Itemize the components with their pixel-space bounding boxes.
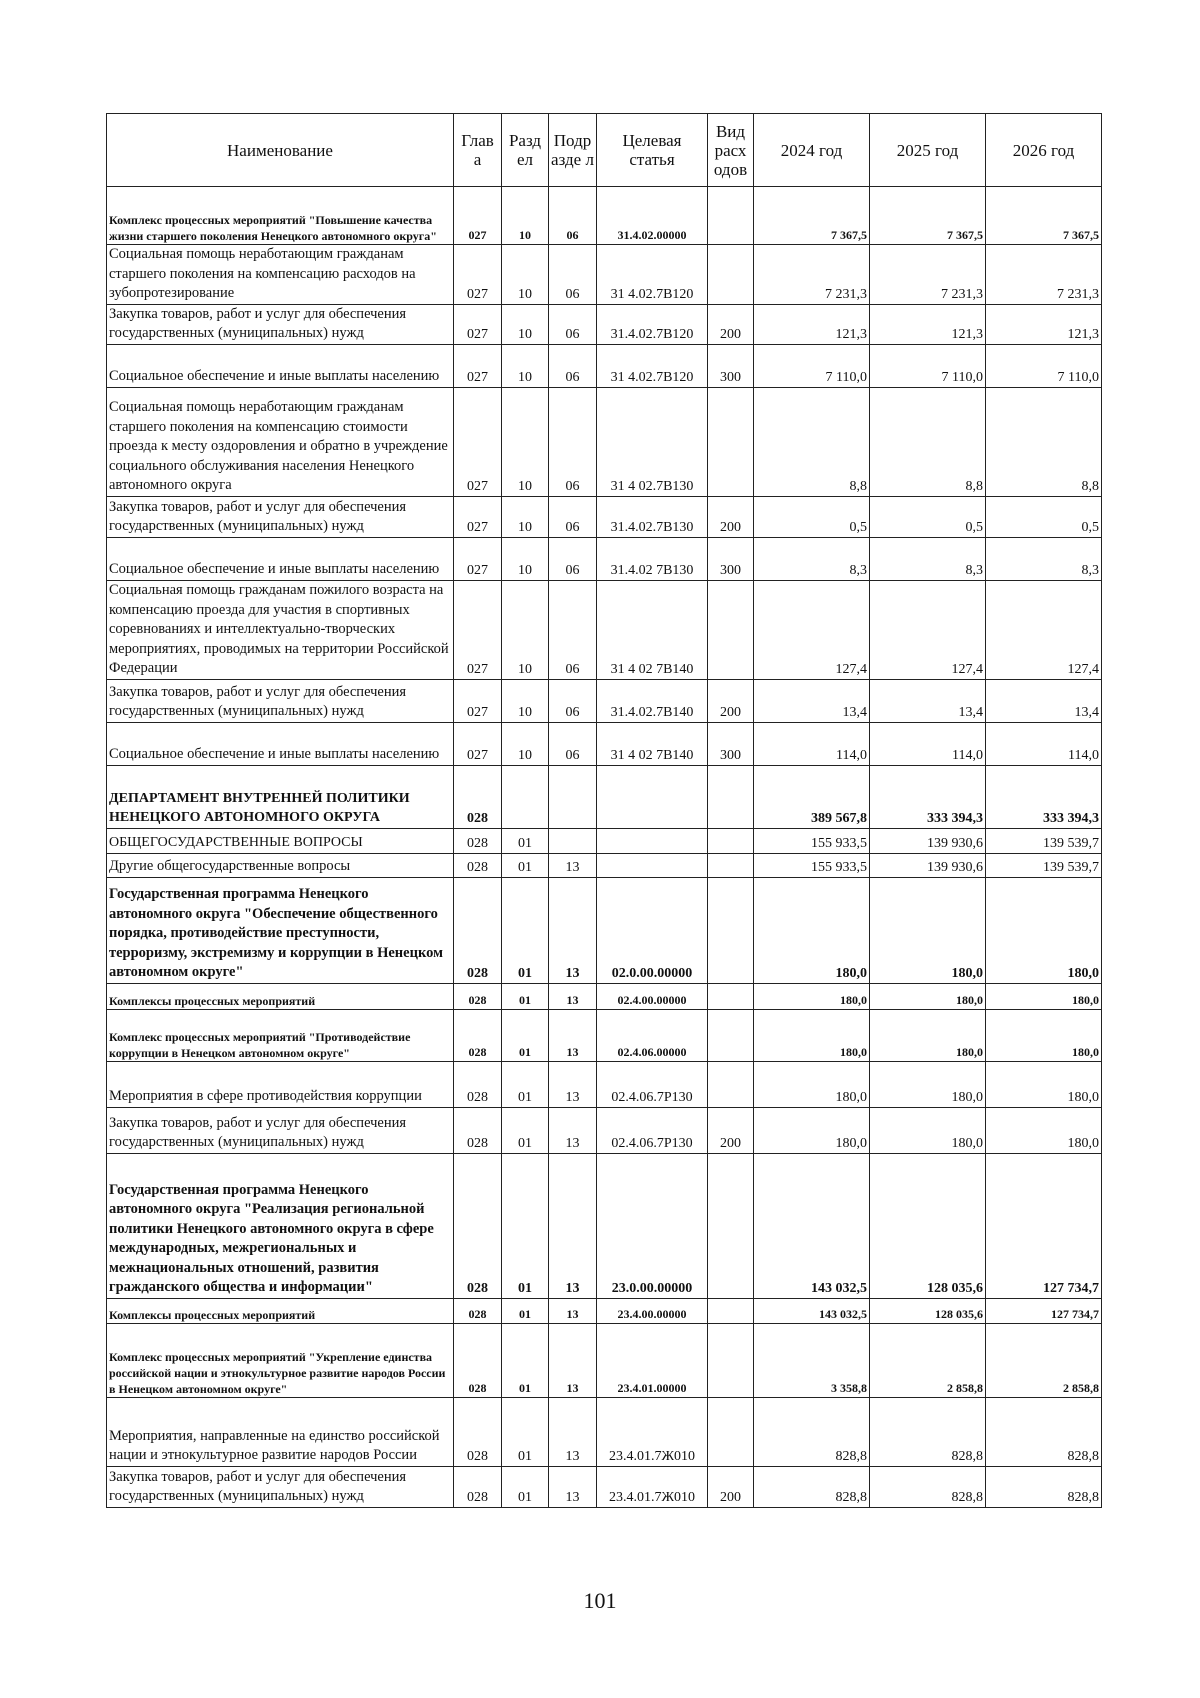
cell-razdel: 01 bbox=[502, 828, 549, 853]
cell-podrazdel: 06 bbox=[549, 187, 597, 245]
cell-article: 31.4.02.7В120 bbox=[597, 304, 708, 344]
cell-article: 02.0.00.00000 bbox=[597, 877, 708, 983]
cell-article: 02.4.00.00000 bbox=[597, 983, 708, 1009]
header-razdel: Разд ел bbox=[502, 114, 549, 187]
cell-article: 31 4 02 7В140 bbox=[597, 580, 708, 679]
cell-2025: 7 367,5 bbox=[870, 187, 986, 245]
cell-2025: 7 231,3 bbox=[870, 245, 986, 305]
cell-2026: 180,0 bbox=[986, 983, 1102, 1009]
cell-podrazdel: 13 bbox=[549, 1298, 597, 1323]
cell-2024: 7 231,3 bbox=[754, 245, 870, 305]
cell-name: Закупка товаров, работ и услуг для обеспечения государственных (муниципальных) нужд bbox=[107, 1107, 454, 1153]
cell-article bbox=[597, 765, 708, 828]
cell-2026: 127 734,7 bbox=[986, 1153, 1102, 1298]
cell-name: Закупка товаров, работ и услуг для обеспечения государственных (муниципальных) нужд bbox=[107, 679, 454, 722]
cell-article: 23.4.00.00000 bbox=[597, 1298, 708, 1323]
cell-2025: 180,0 bbox=[870, 1107, 986, 1153]
cell-glava: 028 bbox=[454, 1153, 502, 1298]
cell-2024: 3 358,8 bbox=[754, 1323, 870, 1397]
cell-2025: 13,4 bbox=[870, 679, 986, 722]
cell-2026: 127 734,7 bbox=[986, 1298, 1102, 1323]
cell-vid: 300 bbox=[708, 537, 754, 580]
cell-2024: 155 933,5 bbox=[754, 828, 870, 853]
cell-glava: 028 bbox=[454, 1298, 502, 1323]
cell-2026: 114,0 bbox=[986, 722, 1102, 765]
cell-name: Мероприятия, направленные на единство российской нации и этнокультурное развитие народов России bbox=[107, 1397, 454, 1466]
cell-podrazdel: 13 bbox=[549, 853, 597, 877]
cell-glava: 027 bbox=[454, 722, 502, 765]
cell-2025: 7 110,0 bbox=[870, 344, 986, 387]
cell-article: 23.4.01.7Ж010 bbox=[597, 1466, 708, 1507]
cell-name: Социальное обеспечение и иные выплаты населению bbox=[107, 722, 454, 765]
cell-2025: 139 930,6 bbox=[870, 828, 986, 853]
table-row bbox=[107, 496, 1102, 537]
cell-glava: 027 bbox=[454, 245, 502, 305]
table-row bbox=[107, 344, 1102, 387]
cell-podrazdel: 06 bbox=[549, 344, 597, 387]
cell-vid bbox=[708, 1009, 754, 1061]
cell-2025: 180,0 bbox=[870, 1009, 986, 1061]
header-article: Целевая статья bbox=[597, 114, 708, 187]
cell-2026: 7 367,5 bbox=[986, 187, 1102, 245]
cell-glava: 028 bbox=[454, 877, 502, 983]
table-row bbox=[107, 1009, 1102, 1061]
budget-table bbox=[106, 113, 1102, 1508]
cell-glava: 028 bbox=[454, 765, 502, 828]
cell-podrazdel: 06 bbox=[549, 580, 597, 679]
cell-podrazdel: 06 bbox=[549, 679, 597, 722]
header-podrazdel: Подр азде л bbox=[549, 114, 597, 187]
cell-article: 23.0.00.00000 bbox=[597, 1153, 708, 1298]
table-row bbox=[107, 304, 1102, 344]
table-row bbox=[107, 1323, 1102, 1397]
cell-2025: 828,8 bbox=[870, 1466, 986, 1507]
cell-2024: 121,3 bbox=[754, 304, 870, 344]
cell-name: Социальная помощь неработающим гражданам старшего поколения на компенсацию расходов на зубопротезирование bbox=[107, 245, 454, 305]
cell-2026: 0,5 bbox=[986, 496, 1102, 537]
table-row bbox=[107, 1061, 1102, 1107]
cell-glava: 028 bbox=[454, 1009, 502, 1061]
cell-2026: 180,0 bbox=[986, 1009, 1102, 1061]
cell-vid bbox=[708, 187, 754, 245]
cell-2025: 8,3 bbox=[870, 537, 986, 580]
cell-2024: 828,8 bbox=[754, 1397, 870, 1466]
table-row bbox=[107, 1397, 1102, 1466]
table-row bbox=[107, 537, 1102, 580]
cell-vid bbox=[708, 983, 754, 1009]
cell-2025: 128 035,6 bbox=[870, 1153, 986, 1298]
cell-name: ДЕПАРТАМЕНТ ВНУТРЕННЕЙ ПОЛИТИКИ НЕНЕЦКОГО АВТОНОМНОГО ОКРУГА bbox=[107, 765, 454, 828]
cell-podrazdel: 13 bbox=[549, 1153, 597, 1298]
cell-razdel: 01 bbox=[502, 1153, 549, 1298]
cell-podrazdel: 13 bbox=[549, 1466, 597, 1507]
cell-name: Закупка товаров, работ и услуг для обеспечения государственных (муниципальных) нужд bbox=[107, 496, 454, 537]
cell-2026: 8,8 bbox=[986, 387, 1102, 496]
cell-vid bbox=[708, 1298, 754, 1323]
table-row bbox=[107, 245, 1102, 305]
cell-2025: 180,0 bbox=[870, 983, 986, 1009]
cell-glava: 028 bbox=[454, 1061, 502, 1107]
cell-2025: 180,0 bbox=[870, 1061, 986, 1107]
cell-razdel: 10 bbox=[502, 187, 549, 245]
cell-2026: 333 394,3 bbox=[986, 765, 1102, 828]
cell-2026: 121,3 bbox=[986, 304, 1102, 344]
header-2025: 2025 год bbox=[870, 114, 986, 187]
table-row bbox=[107, 722, 1102, 765]
cell-article: 23.4.01.00000 bbox=[597, 1323, 708, 1397]
cell-glava: 027 bbox=[454, 580, 502, 679]
cell-vid bbox=[708, 828, 754, 853]
cell-razdel: 01 bbox=[502, 877, 549, 983]
cell-article bbox=[597, 853, 708, 877]
table-row bbox=[107, 580, 1102, 679]
cell-article: 23.4.01.7Ж010 bbox=[597, 1397, 708, 1466]
cell-podrazdel: 06 bbox=[549, 304, 597, 344]
cell-name: ОБЩЕГОСУДАРСТВЕННЫЕ ВОПРОСЫ bbox=[107, 828, 454, 853]
cell-name: Комплекс процессных мероприятий "Противодействие коррупции в Ненецком автономном округе" bbox=[107, 1009, 454, 1061]
cell-vid: 200 bbox=[708, 304, 754, 344]
cell-glava: 028 bbox=[454, 853, 502, 877]
cell-2024: 7 110,0 bbox=[754, 344, 870, 387]
cell-name: Социальное обеспечение и иные выплаты населению bbox=[107, 537, 454, 580]
cell-name: Социальная помощь гражданам пожилого возраста на компенсацию проезда для участия в спортивных соревнованиях и интеллектуально-творческих мероприятиях, проводимых на территории Российской Федерации bbox=[107, 580, 454, 679]
cell-2024: 180,0 bbox=[754, 1009, 870, 1061]
cell-glava: 027 bbox=[454, 679, 502, 722]
cell-razdel: 01 bbox=[502, 1009, 549, 1061]
cell-2024: 828,8 bbox=[754, 1466, 870, 1507]
cell-2025: 139 930,6 bbox=[870, 853, 986, 877]
cell-2025: 180,0 bbox=[870, 877, 986, 983]
cell-razdel: 10 bbox=[502, 245, 549, 305]
table-row bbox=[107, 1107, 1102, 1153]
cell-2026: 180,0 bbox=[986, 1107, 1102, 1153]
cell-razdel: 01 bbox=[502, 1107, 549, 1153]
cell-2025: 121,3 bbox=[870, 304, 986, 344]
cell-podrazdel: 06 bbox=[549, 722, 597, 765]
cell-2024: 127,4 bbox=[754, 580, 870, 679]
cell-2026: 828,8 bbox=[986, 1466, 1102, 1507]
cell-razdel: 10 bbox=[502, 679, 549, 722]
cell-razdel: 10 bbox=[502, 387, 549, 496]
cell-2026: 139 539,7 bbox=[986, 853, 1102, 877]
table-row bbox=[107, 679, 1102, 722]
cell-glava: 028 bbox=[454, 1397, 502, 1466]
cell-2026: 139 539,7 bbox=[986, 828, 1102, 853]
cell-article: 02.4.06.7Р130 bbox=[597, 1061, 708, 1107]
cell-razdel: 10 bbox=[502, 496, 549, 537]
cell-name: Комплексы процессных мероприятий bbox=[107, 1298, 454, 1323]
cell-2024: 143 032,5 bbox=[754, 1298, 870, 1323]
header-glava: Глав а bbox=[454, 114, 502, 187]
cell-vid bbox=[708, 387, 754, 496]
cell-podrazdel: 06 bbox=[549, 245, 597, 305]
cell-article: 31.4.02.7В130 bbox=[597, 496, 708, 537]
cell-razdel: 10 bbox=[502, 722, 549, 765]
header-2026: 2026 год bbox=[986, 114, 1102, 187]
cell-vid: 300 bbox=[708, 344, 754, 387]
cell-2024: 155 933,5 bbox=[754, 853, 870, 877]
cell-razdel: 10 bbox=[502, 344, 549, 387]
cell-2026: 7 110,0 bbox=[986, 344, 1102, 387]
cell-vid bbox=[708, 853, 754, 877]
cell-podrazdel: 13 bbox=[549, 1397, 597, 1466]
cell-glava: 027 bbox=[454, 537, 502, 580]
cell-2024: 143 032,5 bbox=[754, 1153, 870, 1298]
cell-podrazdel: 13 bbox=[549, 983, 597, 1009]
cell-podrazdel: 06 bbox=[549, 496, 597, 537]
cell-article: 02.4.06.00000 bbox=[597, 1009, 708, 1061]
cell-2024: 7 367,5 bbox=[754, 187, 870, 245]
cell-article: 31.4.02.7В140 bbox=[597, 679, 708, 722]
table-row bbox=[107, 983, 1102, 1009]
cell-razdel: 01 bbox=[502, 1061, 549, 1107]
cell-razdel: 10 bbox=[502, 537, 549, 580]
table-row bbox=[107, 1298, 1102, 1323]
cell-razdel: 01 bbox=[502, 1298, 549, 1323]
table-row bbox=[107, 853, 1102, 877]
cell-article: 31.4.02.00000 bbox=[597, 187, 708, 245]
table-header bbox=[107, 114, 1102, 187]
cell-glava: 027 bbox=[454, 344, 502, 387]
cell-podrazdel: 06 bbox=[549, 387, 597, 496]
cell-2026: 180,0 bbox=[986, 1061, 1102, 1107]
cell-2026: 2 858,8 bbox=[986, 1323, 1102, 1397]
cell-vid bbox=[708, 580, 754, 679]
cell-name: Другие общегосударственные вопросы bbox=[107, 853, 454, 877]
table-body bbox=[107, 187, 1102, 1508]
header-row bbox=[107, 114, 1102, 187]
cell-name: Закупка товаров, работ и услуг для обеспечения государственных (муниципальных) нужд bbox=[107, 304, 454, 344]
page-number: 101 bbox=[583, 1588, 617, 1613]
cell-article: 31 4 02.7В130 bbox=[597, 387, 708, 496]
cell-2025: 2 858,8 bbox=[870, 1323, 986, 1397]
cell-2024: 180,0 bbox=[754, 1107, 870, 1153]
cell-name: Комплекс процессных мероприятий "Повышение качества жизни старшего поколения Ненецкого автономного округа" bbox=[107, 187, 454, 245]
cell-glava: 027 bbox=[454, 496, 502, 537]
cell-vid: 200 bbox=[708, 496, 754, 537]
cell-vid bbox=[708, 1061, 754, 1107]
cell-2026: 828,8 bbox=[986, 1397, 1102, 1466]
cell-razdel: 01 bbox=[502, 853, 549, 877]
cell-vid: 200 bbox=[708, 1107, 754, 1153]
table-row bbox=[107, 187, 1102, 245]
cell-2026: 7 231,3 bbox=[986, 245, 1102, 305]
cell-vid bbox=[708, 245, 754, 305]
cell-2025: 0,5 bbox=[870, 496, 986, 537]
cell-name: Закупка товаров, работ и услуг для обеспечения государственных (муниципальных) нужд bbox=[107, 1466, 454, 1507]
cell-article: 02.4.06.7Р130 bbox=[597, 1107, 708, 1153]
cell-article: 31 4 02 7В140 bbox=[597, 722, 708, 765]
cell-2026: 180,0 bbox=[986, 877, 1102, 983]
cell-razdel: 01 bbox=[502, 1323, 549, 1397]
header-vid: Вид расх одов bbox=[708, 114, 754, 187]
cell-podrazdel bbox=[549, 828, 597, 853]
cell-glava: 027 bbox=[454, 387, 502, 496]
cell-2024: 180,0 bbox=[754, 877, 870, 983]
table-row bbox=[107, 877, 1102, 983]
cell-podrazdel bbox=[549, 765, 597, 828]
header-name: Наименование bbox=[107, 114, 454, 187]
cell-name: Государственная программа Ненецкого автономного округа "Обеспечение общественного порядка, противодействие преступности, терроризму, экстремизму и коррупции в Ненецком автономном округе" bbox=[107, 877, 454, 983]
cell-name: Комплексы процессных мероприятий bbox=[107, 983, 454, 1009]
cell-vid bbox=[708, 1323, 754, 1397]
cell-2025: 8,8 bbox=[870, 387, 986, 496]
cell-razdel: 10 bbox=[502, 580, 549, 679]
table-row bbox=[107, 1466, 1102, 1507]
cell-2024: 180,0 bbox=[754, 983, 870, 1009]
cell-vid bbox=[708, 1397, 754, 1466]
cell-vid: 200 bbox=[708, 679, 754, 722]
cell-razdel: 10 bbox=[502, 304, 549, 344]
cell-vid bbox=[708, 1153, 754, 1298]
cell-2024: 0,5 bbox=[754, 496, 870, 537]
cell-name: Социальная помощь неработающим гражданам старшего поколения на компенсацию стоимости проезда к месту оздоровления и обратно в учреждение социального обслуживания населения Ненецкого автономного округа bbox=[107, 387, 454, 496]
cell-2024: 8,3 bbox=[754, 537, 870, 580]
cell-vid: 300 bbox=[708, 722, 754, 765]
table-row bbox=[107, 828, 1102, 853]
cell-podrazdel: 13 bbox=[549, 1061, 597, 1107]
cell-glava: 027 bbox=[454, 304, 502, 344]
cell-glava: 028 bbox=[454, 828, 502, 853]
cell-article: 31.4.02 7В130 bbox=[597, 537, 708, 580]
cell-glava: 028 bbox=[454, 1466, 502, 1507]
cell-article bbox=[597, 828, 708, 853]
cell-2025: 127,4 bbox=[870, 580, 986, 679]
cell-2025: 828,8 bbox=[870, 1397, 986, 1466]
table-row bbox=[107, 765, 1102, 828]
cell-2026: 13,4 bbox=[986, 679, 1102, 722]
cell-podrazdel: 13 bbox=[549, 1107, 597, 1153]
cell-name: Социальное обеспечение и иные выплаты населению bbox=[107, 344, 454, 387]
cell-2024: 13,4 bbox=[754, 679, 870, 722]
cell-name: Государственная программа Ненецкого автономного округа "Реализация региональной политики Ненецкого автономного округа в сфере международных, межрегиональных и межнациональных отношений, развития гражданского общества и информации" bbox=[107, 1153, 454, 1298]
cell-article: 31 4.02.7В120 bbox=[597, 245, 708, 305]
cell-article: 31 4.02.7В120 bbox=[597, 344, 708, 387]
header-2024: 2024 год bbox=[754, 114, 870, 187]
cell-2025: 333 394,3 bbox=[870, 765, 986, 828]
cell-vid bbox=[708, 877, 754, 983]
cell-2024: 114,0 bbox=[754, 722, 870, 765]
cell-razdel: 01 bbox=[502, 983, 549, 1009]
cell-2025: 114,0 bbox=[870, 722, 986, 765]
cell-vid bbox=[708, 765, 754, 828]
cell-glava: 028 bbox=[454, 1107, 502, 1153]
cell-razdel bbox=[502, 765, 549, 828]
cell-glava: 028 bbox=[454, 983, 502, 1009]
cell-glava: 027 bbox=[454, 187, 502, 245]
cell-2025: 128 035,6 bbox=[870, 1298, 986, 1323]
cell-2024: 180,0 bbox=[754, 1061, 870, 1107]
cell-name: Комплекс процессных мероприятий "Укрепление единства российской нации и этнокультурное развитие народов России в Ненецком автономном округе" bbox=[107, 1323, 454, 1397]
table-row bbox=[107, 1153, 1102, 1298]
cell-name: Мероприятия в сфере противодействия коррупции bbox=[107, 1061, 454, 1107]
cell-2026: 8,3 bbox=[986, 537, 1102, 580]
cell-2026: 127,4 bbox=[986, 580, 1102, 679]
cell-glava: 028 bbox=[454, 1323, 502, 1397]
cell-razdel: 01 bbox=[502, 1466, 549, 1507]
cell-vid: 200 bbox=[708, 1466, 754, 1507]
cell-2024: 389 567,8 bbox=[754, 765, 870, 828]
table-row bbox=[107, 387, 1102, 496]
cell-podrazdel: 13 bbox=[549, 1009, 597, 1061]
cell-podrazdel: 06 bbox=[549, 537, 597, 580]
cell-razdel: 01 bbox=[502, 1397, 549, 1466]
cell-podrazdel: 13 bbox=[549, 877, 597, 983]
cell-podrazdel: 13 bbox=[549, 1323, 597, 1397]
cell-2024: 8,8 bbox=[754, 387, 870, 496]
